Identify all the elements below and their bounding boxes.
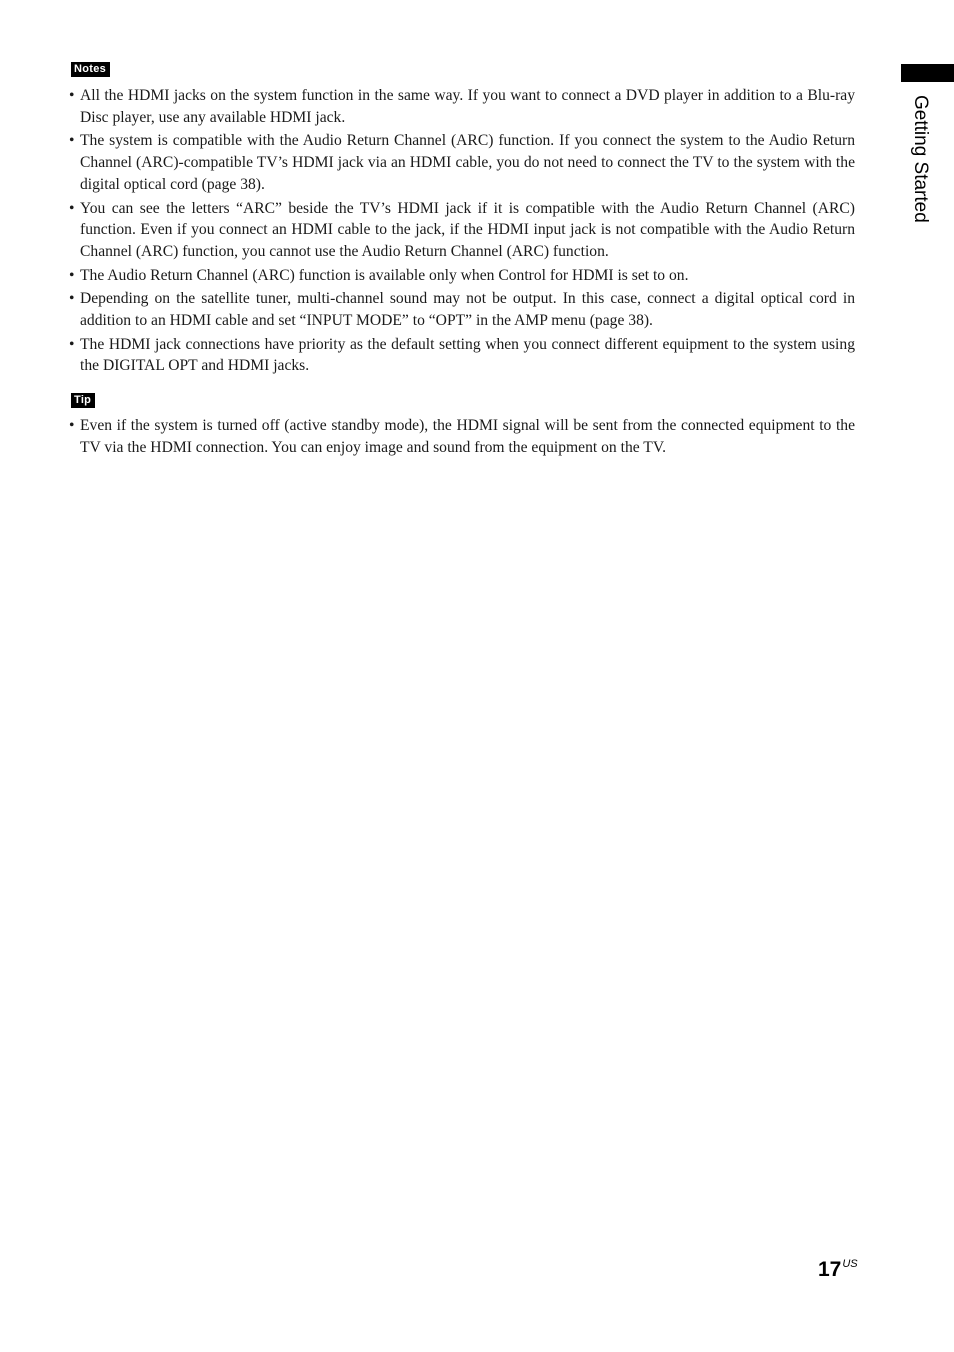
notes-item: [69, 198, 855, 263]
tip-list: [69, 415, 855, 460]
notes-item: [69, 334, 855, 377]
notes-item: [69, 265, 855, 287]
page-number: [818, 1258, 858, 1282]
bullet-icon: •: [69, 132, 75, 150]
notes-item: [69, 288, 855, 331]
notes-list: [69, 85, 855, 379]
notes-item: [69, 130, 855, 195]
notes-item-text: The HDMI jack connections have priority as the default setting when you connect different equipment to the system using the DIGITAL OPT and HDMI jacks.: [80, 335, 855, 375]
notes-label: Notes: [71, 62, 110, 77]
bullet-icon: •: [69, 335, 75, 353]
section-tab-marker: [901, 64, 954, 82]
tip-label: Tip: [71, 393, 95, 408]
bullet-icon: •: [69, 199, 75, 217]
section-tab-label: Getting Started: [910, 95, 931, 223]
notes-item-text: All the HDMI jacks on the system function in the same way. If you want to connect a DVD player in addition to a Blu-ray Disc player, use any available HDMI jack.: [80, 87, 855, 126]
bullet-icon: •: [69, 290, 75, 308]
bullet-icon: •: [69, 417, 75, 434]
page-number-value: 17: [818, 1258, 842, 1281]
tip-item-text: Even if the system is turned off (active standby mode), the HDMI signal will be sent from the connected equipment to the TV via the HDMI connection. You can enjoy image and sound from the equipment on the TV.: [80, 417, 855, 456]
page-number-suffix: US: [842, 1258, 858, 1270]
bullet-icon: •: [69, 266, 75, 284]
notes-item-text: You can see the letters “ARC” beside the TV’s HDMI jack if it is compatible with the Audio Return Channel (ARC) function. Even if you connect an HDMI cable to the jack, if the HDMI input jack is not compatible with the Audio Return Channel (ARC) function, you cannot use the Audio Return Channel (ARC) function.: [80, 199, 855, 260]
notes-item-text: The Audio Return Channel (ARC) function is available only when Control for HDMI is set to on.: [80, 266, 689, 284]
notes-item-text: The system is compatible with the Audio Return Channel (ARC) function. If you connect the system to the Audio Return Channel (ARC)-compatible TV’s HDMI jack via an HDMI cable, you do not need to connect the TV to the system with the digital optical cord (page 38).: [80, 132, 855, 193]
tip-item: [69, 415, 855, 458]
bullet-icon: •: [69, 87, 75, 104]
notes-item: [69, 85, 855, 128]
notes-item-text: Depending on the satellite tuner, multi-channel sound may not be output. In this case, connect a digital optical cord in addition to an HDMI cable and set “INPUT MODE” to “OPT” in the AMP menu (page 38).: [80, 290, 855, 330]
